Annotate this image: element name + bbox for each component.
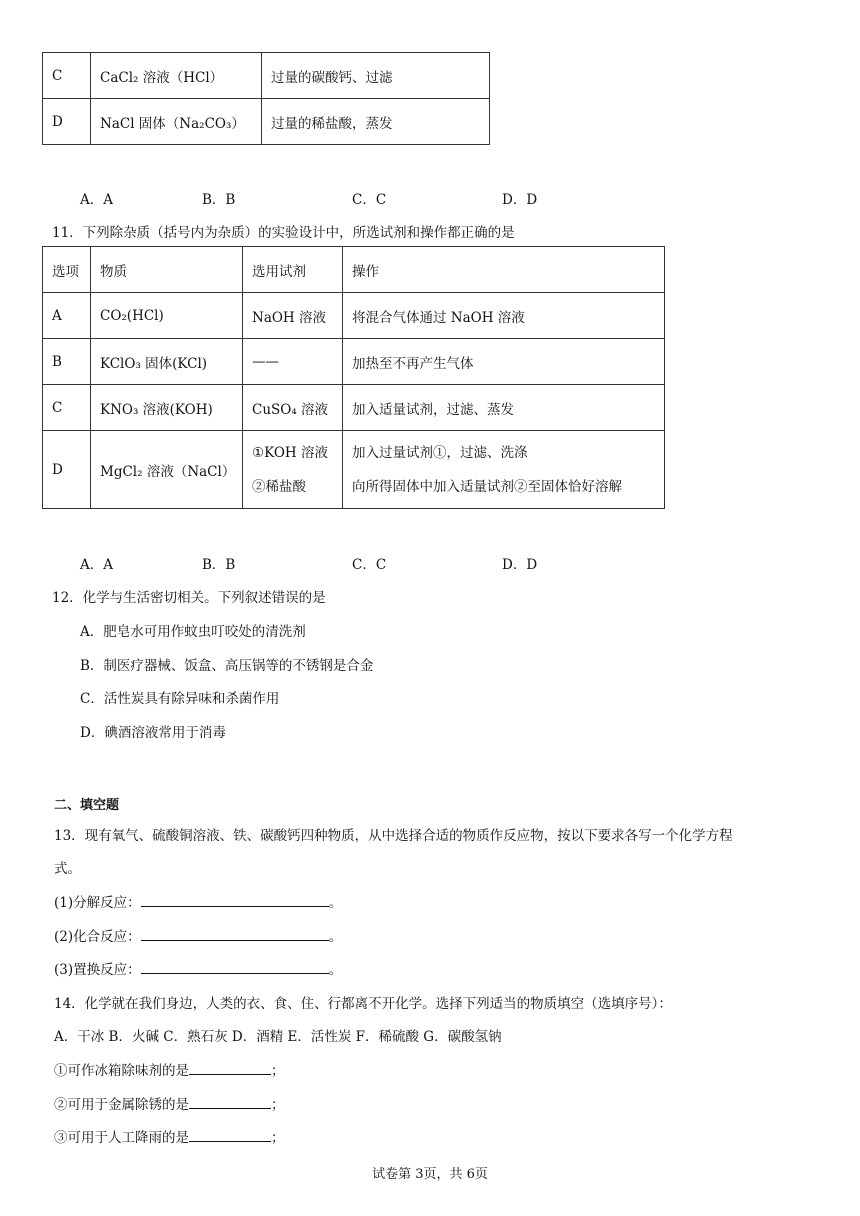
semicolon: ；: [271, 1063, 285, 1079]
substance-cell: CaCl₂ 溶液（HCl）: [91, 53, 262, 99]
semicolon: ；: [271, 1130, 285, 1146]
header-substance: 物质: [91, 247, 243, 293]
reagent-2: ②稀盐酸: [252, 478, 306, 495]
q13-stem-line2: 式。: [54, 861, 81, 877]
table-row: [43, 99, 490, 145]
reagent-cell: [243, 431, 343, 509]
table-row: [43, 385, 665, 431]
item-label: ②可用于金属除锈的是: [54, 1097, 189, 1113]
method-cell: 过量的碳酸钙、过滤: [262, 53, 490, 99]
table-header-row: [43, 247, 665, 293]
substance-cell: KClO₃ 固体(KCl): [91, 339, 243, 385]
answer-blank[interactable]: [189, 1128, 271, 1142]
q11-table: [42, 246, 665, 509]
reagent-cell: NaOH 溶液: [243, 293, 343, 339]
substance-cell: NaCl 固体（Na₂CO₃）: [91, 99, 262, 145]
option-b[interactable]: B．B: [202, 557, 236, 573]
q10-table: [42, 52, 490, 145]
q14-item-1: [54, 1059, 285, 1079]
q13-stem-line1: 13．现有氧气、硫酸铜溶液、铁、碳酸钙四种物质，从中选择合适的物质作反应物，按以下要求各写一个化学方程: [54, 828, 733, 844]
operation-cell: 加入适量试剂，过滤、蒸发: [343, 385, 665, 431]
answer-blank[interactable]: [141, 927, 329, 941]
period: 。: [328, 895, 343, 911]
item-label: ①可作冰箱除味剂的是: [54, 1063, 189, 1079]
operation-cell: 将混合气体通过 NaOH 溶液: [343, 293, 665, 339]
operation-cell: 加热至不再产生气体: [343, 339, 665, 385]
item-label: ③可用于人工降雨的是: [54, 1130, 189, 1146]
q14-item-2: [54, 1093, 285, 1113]
option-cell: D: [43, 431, 91, 509]
option-c[interactable]: C．C: [352, 557, 387, 573]
table-row: [43, 339, 665, 385]
option-cell: C: [43, 53, 91, 99]
answer-blank[interactable]: [141, 893, 329, 907]
answer-blank[interactable]: [189, 1095, 271, 1109]
option-a[interactable]: A．A: [80, 557, 113, 573]
operation-cell: [343, 431, 665, 509]
table-row: [43, 53, 490, 99]
header-reagent: 选用试剂: [243, 247, 343, 293]
option-d[interactable]: D．D: [502, 192, 538, 208]
option-a[interactable]: A．A: [80, 192, 113, 208]
q11-stem: 11．下列除杂质（括号内为杂质）的实验设计中，所选试剂和操作都正确的是: [52, 225, 515, 241]
operation-1: 加入过量试剂①，过滤、洗涤: [352, 444, 528, 461]
option-cell: D: [43, 99, 91, 145]
substance-cell: KNO₃ 溶液(KOH): [91, 385, 243, 431]
q13-item-2: [54, 925, 342, 945]
reagent-cell: CuSO₄ 溶液: [243, 385, 343, 431]
operation-2: 向所得固体中加入适量试剂②至固体恰好溶解: [352, 478, 622, 495]
q13-item-1: [54, 891, 342, 911]
header-option: 选项: [43, 247, 91, 293]
q12-choice-c[interactable]: C．活性炭具有除异味和杀菌作用: [80, 691, 280, 707]
table-row: [43, 431, 665, 509]
option-b[interactable]: B．B: [202, 192, 236, 208]
period: 。: [328, 962, 343, 978]
option-cell: A: [43, 293, 91, 339]
q12-choice-a[interactable]: A．肥皂水可用作蚊虫叮咬处的清洗剂: [80, 624, 306, 640]
option-cell: C: [43, 385, 91, 431]
q13-item-3: [54, 958, 342, 978]
item-label: (2)化合反应：: [54, 929, 141, 945]
q12-stem: 12．化学与生活密切相关。下列叙述错误的是: [52, 590, 326, 606]
page-footer: 试卷第 3页，共 6页: [372, 1167, 488, 1182]
substance-cell: MgCl₂ 溶液（NaCl）: [91, 431, 243, 509]
answer-blank[interactable]: [141, 960, 329, 974]
table-row: [43, 293, 665, 339]
q12-choice-b[interactable]: B．制医疗器械、饭盒、高压锅等的不锈钢是合金: [80, 658, 374, 674]
header-operation: 操作: [343, 247, 665, 293]
substance-cell: CO₂(HCl): [91, 293, 243, 339]
answer-blank[interactable]: [189, 1061, 271, 1075]
period: 。: [328, 929, 343, 945]
section-heading: 二、填空题: [54, 798, 120, 813]
item-label: (3)置换反应：: [54, 962, 141, 978]
option-cell: B: [43, 339, 91, 385]
option-c[interactable]: C．C: [352, 192, 387, 208]
item-label: (1)分解反应：: [54, 895, 141, 911]
q14-list: A．干冰 B．火碱 C．熟石灰 D．酒精 E．活性炭 F．稀硫酸 G．碳酸氢钠: [54, 1029, 502, 1045]
q14-stem: 14．化学就在我们身边，人类的衣、食、住、行都离不开化学。选择下列适当的物质填空（选填序号）：: [54, 996, 672, 1012]
q12-choice-d[interactable]: D．碘酒溶液常用于消毒: [80, 725, 226, 741]
q14-item-3: [54, 1126, 285, 1146]
reagent-1: ①KOH 溶液: [252, 444, 328, 461]
semicolon: ；: [271, 1097, 285, 1113]
reagent-cell: ——: [243, 339, 343, 385]
option-d[interactable]: D．D: [502, 557, 538, 573]
method-cell: 过量的稀盐酸，蒸发: [262, 99, 490, 145]
